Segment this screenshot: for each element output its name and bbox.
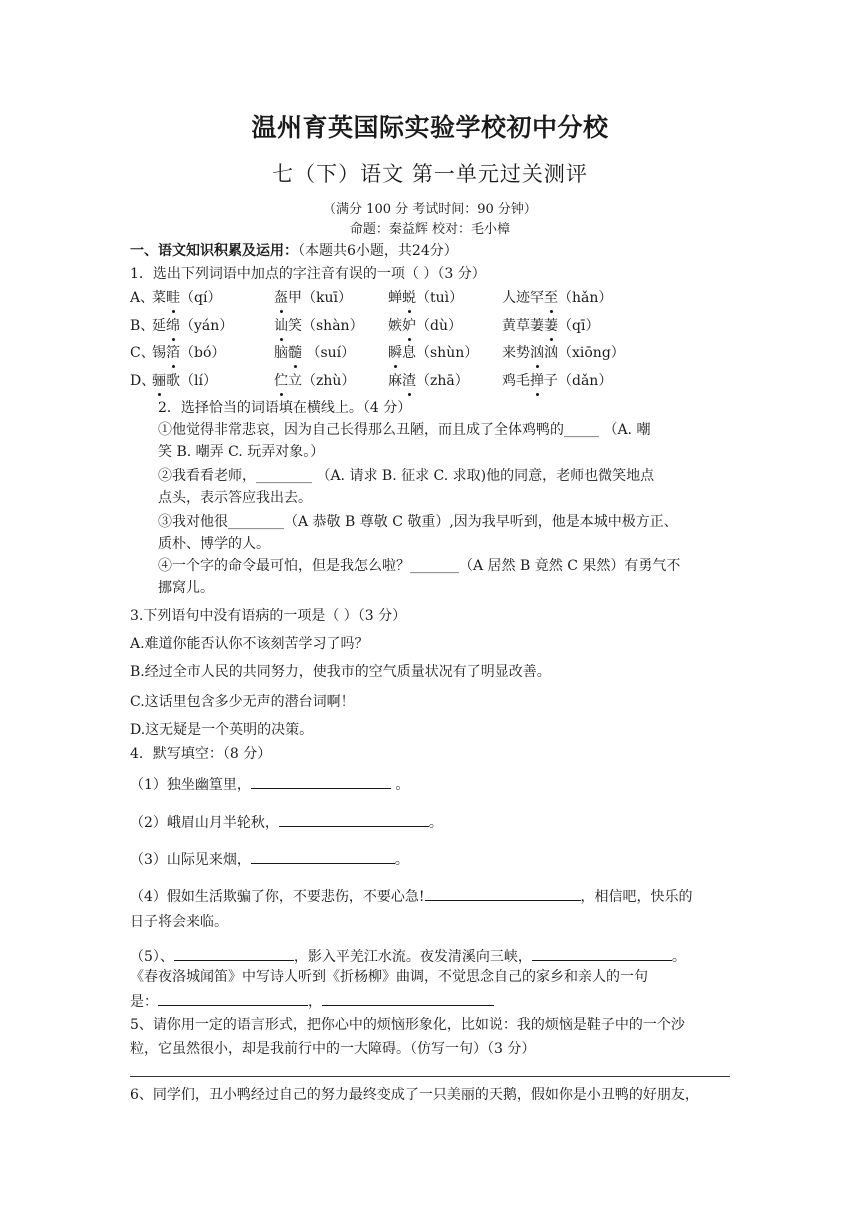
q2-line: ①他觉得非常悲哀，因为自己长得那么丑陋，而且成了全体鸡鸭的_____ （A. 嘲	[158, 422, 651, 438]
q1-word	[388, 371, 469, 391]
word-pinyin: （bó）	[180, 345, 226, 361]
q4-item-end: 。	[390, 777, 410, 793]
q4-item-6: 《春夜洛城闻笛》中写诗人听到《折杨柳》曲调，不觉思念自己的家乡和亲人的一句	[130, 969, 648, 985]
q1-word	[152, 288, 221, 308]
word-pinyin: （dù）	[416, 318, 462, 334]
word-text: 黄草萋	[502, 318, 544, 334]
q4-item-4-cont: 日子将会来临。	[130, 914, 228, 930]
emphasized-character: 骊	[152, 373, 166, 389]
emphasized-character: 讪	[274, 318, 288, 334]
word-pinyin: 子（dǎn）	[544, 373, 613, 389]
word-pinyin: 息（shùn）	[402, 345, 479, 361]
emphasized-character: 伫	[274, 373, 288, 389]
word-pinyin: 歌（lí）	[166, 373, 217, 389]
q4-item-end: 。	[428, 815, 443, 831]
word-text: 麻	[388, 373, 402, 389]
answer-blank[interactable]	[251, 773, 391, 789]
q4-item-2	[130, 811, 443, 833]
q1-stem: 1．选出下列词语中加点的字注音有误的一项（ ）（3 分）	[130, 266, 486, 282]
q4-item-text: （5）、	[130, 949, 174, 965]
emphasized-character: 蜕	[402, 290, 416, 306]
answer-blank[interactable]	[425, 885, 581, 901]
q3-option-a: A.难道你能否认你不该刻苦学习了吗？	[130, 636, 369, 652]
answer-blank[interactable]	[251, 848, 395, 864]
section-title: 一、语文知识积累及运用：	[130, 243, 298, 259]
emphasized-character: 绵	[166, 318, 180, 334]
emphasized-character: 箔	[166, 345, 180, 361]
q2-line: 质朴、博学的人。	[158, 536, 270, 552]
q1-word	[502, 371, 612, 391]
q5-line: 粒，它虽然很小，却是我前行中的一大障碍。（仿写一句）（3 分）	[130, 1041, 536, 1057]
word-text: 锡	[152, 345, 166, 361]
q1-word	[274, 316, 364, 336]
emphasized-character: 瞬	[388, 345, 402, 361]
q1-word	[502, 343, 625, 363]
word-text: 脑	[274, 345, 288, 361]
section-note: （本题共6小题，共24分）	[298, 243, 458, 259]
q4-item-text: ，影入平羌江水流。夜发清溪向三峡，	[293, 949, 532, 965]
emphasized-character: 至	[544, 290, 558, 306]
q2-line: ②我看看老师，________ （A. 请求 B. 征求 C. 求取)他的同意，老师也微笑地点	[158, 468, 655, 484]
q2-line: ④一个字的命令最可怕，但是我怎么啦？_______（A 居然 B 竟然 C 果然）有勇气不	[158, 558, 681, 574]
q4-item-end: ，相信吧，快乐的	[580, 889, 693, 905]
q4-item-end: 。	[671, 949, 686, 965]
word-pinyin: 立（zhù）	[288, 373, 356, 389]
score-time-line: （满分 100 分 考试时间：90 分钟）	[323, 202, 537, 217]
q4-item-text: （2）峨眉山月半轮秋，	[130, 815, 279, 831]
q1-option-label: D、	[130, 373, 156, 389]
word-pinyin: 汹（xiōng）	[544, 345, 625, 361]
word-pinyin: （yán）	[180, 318, 234, 334]
q4-item-text: （4）假如生活欺骗了你，不要悲伤，不要心急!	[130, 889, 425, 905]
answer-blank[interactable]	[174, 945, 294, 961]
q3-option-b: B.经过全市人民的共同努力，使我市的空气质量状况有了明显改善。	[130, 664, 551, 680]
word-text: 来势	[502, 345, 530, 361]
word-pinyin: （qí）	[180, 290, 222, 306]
q2-line: ③我对他很________（A 恭敬 B 尊敬 C 敬重）,因为我早听到，他是本城中极方正、	[158, 514, 678, 530]
q4-item-4	[130, 885, 693, 907]
q4-item-6-answer	[130, 990, 494, 1012]
q3-option-d: D.这无疑是一个英明的决策。	[130, 722, 314, 738]
q1-word	[152, 343, 225, 363]
q6-line: 6、同学们，丑小鸭经过自己的努力最终变成了一只美丽的天鹅，假如你是小丑鸭的好朋友，	[130, 1087, 699, 1103]
emphasized-character: 汹	[530, 345, 544, 361]
q4-item-text: 是：	[130, 994, 158, 1010]
word-pinyin: 甲（kuī）	[288, 290, 352, 306]
q4-item-text: （3）山际见来烟，	[130, 852, 251, 868]
word-pinyin: （zhā）	[416, 373, 469, 389]
q2-line: 点头，表示答应我出去。	[158, 490, 312, 506]
q3-option-c: C.这话里包含多少无声的潜台词啊！	[130, 694, 355, 710]
authors-line: 命题：秦益辉 校对：毛小樟	[349, 222, 511, 237]
emphasized-character: 萋	[544, 318, 558, 334]
q1-option-label: A、	[130, 290, 155, 306]
emphasized-character: 掸	[530, 373, 544, 389]
answer-blank[interactable]	[158, 990, 308, 1006]
q1-word	[274, 371, 355, 391]
word-pinyin: （tuì）	[416, 290, 464, 306]
q1-option-label: C、	[130, 345, 155, 361]
exam-subtitle: 七（下）语文 第一单元过关测评	[272, 162, 588, 186]
answer-blank[interactable]	[532, 945, 672, 961]
answer-blank[interactable]	[322, 990, 494, 1006]
emphasized-character: 畦	[166, 290, 180, 306]
word-pinyin: （hǎn）	[558, 290, 613, 306]
q2-line: 笑 B. 嘲弄 C. 玩弄对象。）	[158, 444, 325, 460]
word-text: 嫉	[388, 318, 402, 334]
q2-line: 挪窝儿。	[158, 580, 214, 596]
q4-item-text: （1）独坐幽篁里，	[130, 777, 251, 793]
q1-word	[388, 316, 462, 336]
q1-word	[152, 316, 233, 336]
word-text: 人迹罕	[502, 290, 544, 306]
emphasized-character: 髓	[288, 345, 302, 361]
word-pinyin: （qī）	[558, 318, 600, 334]
emphasized-character: 渣	[402, 373, 416, 389]
word-text: 菜	[152, 290, 166, 306]
q4-item-3	[130, 848, 409, 870]
word-text: 鸡毛	[502, 373, 530, 389]
q3-stem: 3.下列语句中没有语病的一项是（ ）（3 分）	[130, 608, 407, 624]
answer-line[interactable]	[130, 1076, 730, 1077]
q4-item-5	[130, 945, 686, 967]
word-text: 延	[152, 318, 166, 334]
q1-word	[274, 343, 355, 363]
q4-item-1	[130, 773, 409, 795]
answer-blank[interactable]	[279, 811, 429, 827]
q4-item-end: 。	[394, 852, 409, 868]
q4-stem: 4．默写填空：（8 分）	[130, 746, 272, 762]
q1-option-label: B、	[130, 318, 155, 334]
word-pinyin: 笑（shàn）	[288, 318, 364, 334]
word-pinyin: （suí）	[302, 345, 356, 361]
school-title: 温州育英国际实验学校初中分校	[251, 113, 609, 142]
q2-stem: 2．选择恰当的词语填在横线上。（4 分）	[158, 400, 412, 416]
emphasized-character: 妒	[402, 318, 416, 334]
q4-item-text: ，	[308, 994, 322, 1010]
section-heading	[130, 241, 458, 261]
q1-word	[274, 288, 352, 308]
emphasized-character: 盔	[274, 290, 288, 306]
q1-word	[388, 343, 478, 363]
q1-word	[152, 371, 217, 391]
q1-word	[502, 316, 599, 336]
q5-line: 5、请你用一定的语言形式，把你心中的烦恼形象化，比如说：我的烦恼是鞋子中的一个沙	[130, 1017, 685, 1033]
q1-word	[502, 288, 612, 308]
word-text: 蝉	[388, 290, 402, 306]
q1-word	[388, 288, 463, 308]
